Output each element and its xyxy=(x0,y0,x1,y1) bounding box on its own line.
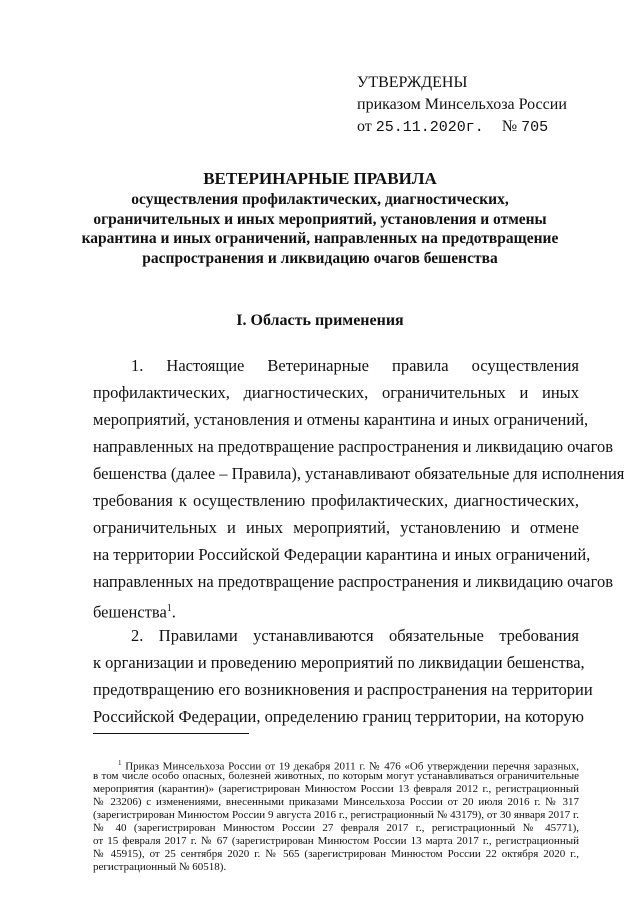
approval-number: 705 xyxy=(521,119,549,136)
footnote-line: № 23206) с изменениями, внесенными приказами Минсельхоза России от 20 июля 2016 г. № 317 xyxy=(93,796,579,808)
footnote-line: № 40 (зарегистрирован Минюстом России 27 февраля 2017 г., регистрационный № 45771), xyxy=(93,822,579,834)
body-line: 2. Правилами устанавливаются обязательные требования xyxy=(131,626,579,645)
footnote-line: в том числе особо опасных, болезней животных, по которым могут устанавливаться ограничительные xyxy=(93,770,579,782)
footnote-line: (зарегистрирован Минюстом России 9 августа 2016 г., регистрационный № 43179), от 30 января 2017 г. xyxy=(93,809,579,821)
footnote-line: от 15 февраля 2017 г. № 67 (зарегистрирован Минюстом России 13 марта 2017 г., регистрационный xyxy=(93,835,579,847)
footnote-line: регистрационный № 60518). xyxy=(93,861,227,873)
approval-title: УТВЕРЖДЕНЫ xyxy=(357,74,468,91)
document-subtitle-line: распространения и ликвидацию очагов бешенства xyxy=(142,249,498,267)
body-line: на территории Российской Федерации карантина и иных ограничений, xyxy=(93,545,591,564)
document-subtitle-line: карантина и иных ограничений, направленных на предотвращение xyxy=(81,230,559,247)
document-title-block xyxy=(70,168,570,268)
body-line: мероприятий, установления и отмены карантина и иных ограничений, xyxy=(93,410,589,429)
body-line: бешенства (далее – Правила), устанавливают обязательные для исполнения xyxy=(93,464,625,483)
approval-date: 25.11.2020г. xyxy=(375,119,484,136)
body-line: направленных на предотвращение распространения и ликвидацию очагов xyxy=(93,572,613,591)
body-line: ограничительных и иных мероприятий, установлению и отмене xyxy=(93,518,579,537)
footnote-reference: 1 xyxy=(166,603,172,614)
body-line: требования к осуществлению профилактических, диагностических, xyxy=(93,491,579,510)
document-subtitle-line: ограничительных и иных мероприятий, установления и отмены xyxy=(93,210,547,228)
approval-date-line xyxy=(357,116,567,139)
section-heading: I. Область применения xyxy=(236,312,404,329)
body-line: предотвращению его возникновения и распространения на территории xyxy=(93,680,593,699)
body-line: 1. Настоящие Ветеринарные правила осуществления xyxy=(131,356,579,375)
approval-number-label: № xyxy=(501,118,518,135)
approval-block xyxy=(357,72,567,139)
approval-order: приказом Минсельхоза России xyxy=(357,96,567,113)
body-line: профилактических, диагностических, ограничительных и иных xyxy=(93,383,579,402)
document-subtitle-line: осуществления профилактических, диагностических, xyxy=(131,191,509,208)
footnote-marker: 1 xyxy=(118,759,122,767)
body-line-last: бешенства$^1$. xyxy=(93,602,176,622)
body-line: к организации и проведению мероприятий по ликвидации бешенства, xyxy=(93,653,585,672)
body-line: направленных на предотвращение распространения и ликвидацию очагов xyxy=(93,437,613,456)
footnote-line: мероприятия (карантин)» (зарегистрирован Минюстом России 13 февраля 2012 г., регистрационный xyxy=(93,783,579,795)
body-line-text: бешенства xyxy=(93,602,167,622)
footnote-text: Приказ Минсельхоза России от 19 декабря 2011 г. № 476 «Об утверждении перечня заразных, xyxy=(125,760,580,773)
approval-date-prefix: от xyxy=(357,118,372,135)
footnote-line: № 45915), от 25 сентября 2020 г. № 565 (зарегистрирован Минюстом России 22 октября 2020 г., xyxy=(93,848,579,860)
footnote-separator xyxy=(93,733,249,734)
body-line: Российской Федерации, определению границ территории, на которую xyxy=(93,707,585,726)
document-title: ВЕТЕРИНАРНЫЕ ПРАВИЛА xyxy=(203,169,437,188)
